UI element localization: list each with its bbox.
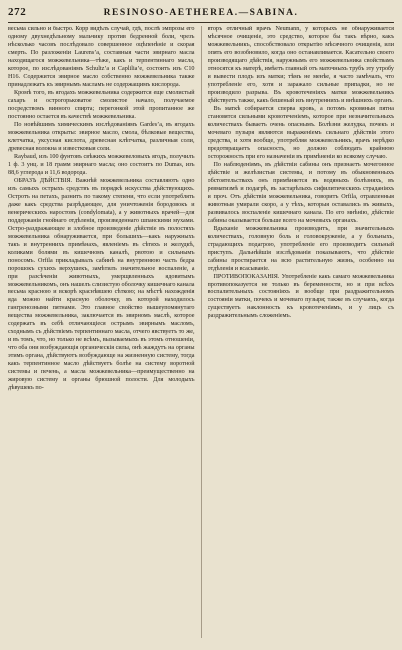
paragraph: По новѣйшимъ химическимъ изслѣдованіямъ Gardes’а, въ ягодахъ можжевельника открыты: эвирное масло, смола, бѣлковые вещества, клетчатка, уксусная кислота, древесная клѣтчатка, различныя соли, древесная волокна и известковыя соли. <box>8 121 195 152</box>
paragraph: весьма сильно и быстро. Корр видѣлъ случай, гдѣ, послѣ эмпрозы его одному двухнедѣльному мальчику против бедренной боли, чрезъ нѣсколько часовъ послѣдовало совершенное оцѣпенѣніе и скорая смерть. По разложеніи Laurens’а, составныя части эвирнаго масла находящагося можжевельника—тѣже, какъ и терпентиннаго масла, которое, по изслѣдованіямъ Schultz’а и Caplilia’е, состоитъ изъ С10 Н16. Содержится эвирное масло собственно можжевельника также принадлежатъ къ эвирнымъ масламъ не содержащимъ кислорода. <box>8 26 195 88</box>
column-divider <box>201 26 202 638</box>
paragraph: вторъ отличный врачъ Neumann, у которыхъ не обнаруживается мѣсячное очищеніе, это средство, которое бы такъ вѣрно, какъ можжевельникъ, способствовало открытію мѣсячного очищенія, или опять его возобновило, когда оно останавливается. Касательно своего производящаго дѣйствія, наружнымъ его можжевельника свойствамъ относятся къ матерѣ, имѣетъ главный отъ маточныхъ трубъ эту утробу и вывести плодъ изъ матки; тѣмъ не менѣе, я часто замѣчалъ, что употребленіе его, хотя и заражало сильные припадки, но не производило разрыва. Въ кровотеченіяхъ матки можжевельникъ дѣйствуетъ также, какъ бешеный изъ внутреннихъ и внѣшнихъ органъ. <box>207 26 394 104</box>
paragraph: Вдыханіе можжевельника производитъ, при значительныхъ количествахъ, головную боль и головокруженіе, а у больныхъ, страдающихъ подагрою, употребленіе его производитъ сильный приступъ. Дальнѣйшія изслѣдованія показываютъ, что дѣйствіе сабины простирается на всю растительную жизнь, особенно на отдѣленія и всасываніе. <box>207 225 394 272</box>
page-number: 272 <box>8 6 27 18</box>
running-title: RESINOSO-AETHEREA.—SABINA. <box>103 8 299 18</box>
header-rule <box>8 22 394 23</box>
paragraph: ОБРАЗЪ ДѢЙСТВІЯ. Важнѣй можжевельника составляютъ одно изъ самыхъ острыхъ средствъ въ порядкѣ искусства дѣйствующихъ. Остротъ на петахъ, разнитъ по такому степени, что если употреблять даже какъ средства разрѣдающее, для уничтоженія бородовокъ и венерическихъ наростовъ (condylomata), а у животныхъ врачей—для поддержанія гнойнаго отдѣленія, произведеннаго шпанскими мухами. Остро-раздражающее и злобное произведеніе дѣйствіе въ полостяхъ можжевельника обнаруживается, при большихъ—какъ наружныхъ такъ и внутреннихъ примѣнахъ, явленіемъ въ сѣтяхъ и желудкѣ, коликами болями въ кишечномъ каналѣ, рвотою и сильнымъ поносомъ. Orfila прикладывалъ сабинѣ на внутреннюю часть бедра порошокъ сухихъ верхушекъ, замѣтилъ значительное воспаленіе, а при разсѣченіи животныхъ, умерщвленныхъ ядовитымъ можжевельникомъ, онъ нашелъ слизистую оболочку кишечнаго канала весьма красною и вскорѣ краснѣвшею сѣткою; на мѣстѣ нахожденія яда можно найти красную оболочку, въ которой находилось гангренозными пятнами. Это главное свойство вышеупомянутаго вещества можжевельника, заключается въ эвирномъ маслѣ, которое содержатъ въ себѣ отличающіеся острымъ эвирнымъ масломъ, сходнымъ съ дѣйствіемъ терпентиннаго масла, отчего явствуетъ то же, и въ томъ, что, но только не всѣмъ, вызываемыхъ въ этомъ отношеніи, что оба они возбуждающія органическія силы, онѣ жаждутъ на органы этимъ органа, дѣйствуютъ возбуждающе на жизненную систему, тогда какъ терпентинное масло дѣйствуетъ болѣе на систему воротной системы и печень, а масла можжевельника—преимущественно на жировую систему и органы брюшной полости. Для молодыхъ дѣвушекъ по- <box>8 177 195 392</box>
right-column <box>208 26 395 638</box>
paragraph: ПРОТИВОПОКАЗАНІЯ. Употребленіе какъ самаго можжевельника противопоказуется не только въ беременности, но и при всѣхъ воспалительныхъ состояніяхъ и вообще при раздражительномъ состояніи матки, почекъ и мочеваго пузыря; также въ случаяхъ, когда существуетъ наклонность къ кровотеченіямъ, и у лицъ съ раздражительнымъ сложеніемъ. <box>207 273 394 320</box>
paragraph: Въ маткѣ собирается сперва кровь, а потомъ кровяныя пятна становятся сильными кровотеченіемъ, которое при незначительныхъ количествахъ бываетъ очень опаснымъ. Болѣзни желудка, почекъ и мочеваго пузыря являются выраженіемъ сильнаго дѣйствія этого средства, и хотя вообще, употребляя можжевельникъ, врачъ нерѣдко предотвращаетъ опасность, но должно соблюдать крайнюю осторожность при его назначеніи въ примѣненіи ко всякому случаю. <box>207 105 394 160</box>
text-columns <box>8 26 394 638</box>
left-column <box>8 26 195 638</box>
paragraph: По наблюденіямъ, въ дѣйствіи сабины онъ признаетъ мочегонное дѣйствіе и желѣзистыя системы, и потому въ обыкновенныхъ обстоятельствахъ онъ примѣняется въ водяныхъ болѣзняхъ, въ ревматизмѣ и подагрѣ, въ застарѣлыхъ сифилитическихъ страданіяхъ и проч. Отъ дѣйствія можжевельника, говоритъ Orfila, отравленныя животныя умирали скоро, а у тѣхъ, которыя оставались въ живыхъ, развивалось воспаленіе кишечнаго канала. По его мнѣнію, дѣйствіе сабины оказывается больше всего на мочевыхъ органахъ. <box>207 161 394 224</box>
paragraph: Raybaud, изъ 100 фунтовъ свѣжихъ можжевеловыхъ ягодъ, получилъ 1 ф. 3 унц. и 18 грамм эвирнаго масла; оно состоитъ по Dumas, изъ 88,6 углерода и 11,6 водорода. <box>8 153 195 176</box>
page-header <box>8 6 394 20</box>
paragraph: Кромѣ того, въ ягодахъ можжевельника содержится еще смолистый сахаръ и острогорьковатое смолистое начало, получаемое посредствомъ винного спирта; перегонкой этой пропитанное же постоянно остается въ качествѣ можжевельника. <box>8 89 195 120</box>
